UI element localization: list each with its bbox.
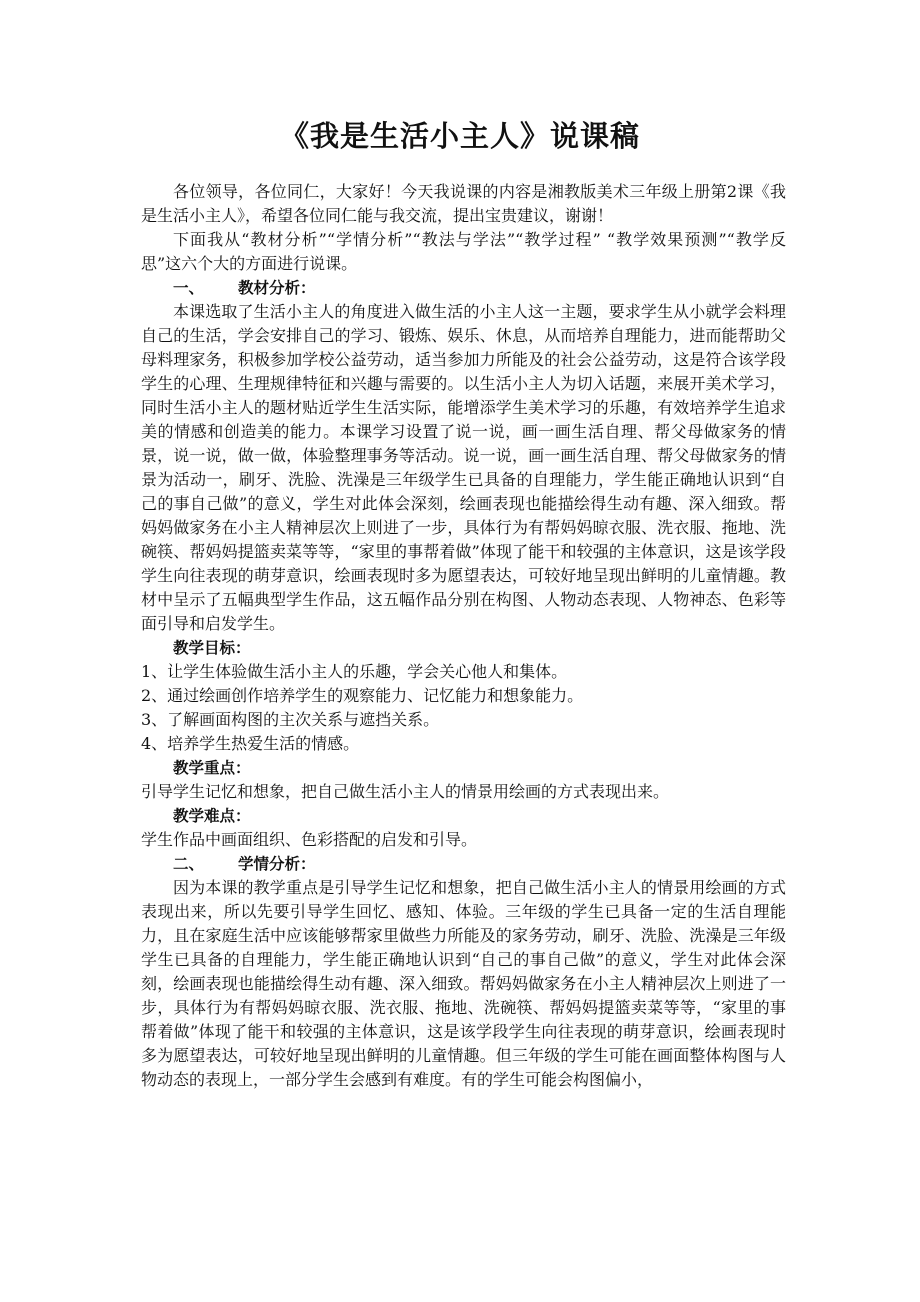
key-point-text: 引导学生记忆和想象，把自己做生活小主人的情景用绘画的方式表现出来。 <box>141 782 670 801</box>
document-title: 《我是生活小主人》说课稿 <box>279 119 640 153</box>
goal-item: 2、通过绘画创作培养学生的观察能力、记忆能力和想象能力。 <box>141 686 584 705</box>
section-heading-textbook-analysis <box>141 276 786 300</box>
section-heading-student-analysis <box>141 852 786 876</box>
section-label: 学情分析： <box>238 855 316 873</box>
key-point-heading: 教学重点： <box>173 759 251 777</box>
goal-item: 3、了解画面构图的主次关系与遮挡关系。 <box>141 710 440 729</box>
section-number: 一、 <box>173 279 205 297</box>
section-label: 教材分析： <box>238 279 316 297</box>
difficulty-heading: 教学难点： <box>173 807 251 825</box>
textbook-analysis-paragraph: 本课选取了生活小主人的角度进入做生活的小主人这一主题，要求学生从小就学会料理自己的生活，学会安排自己的学习、锻炼、娱乐、休息，从而培养自理能力，进而能帮助父母料理家务，积极参加学校公益劳动，适当参加力所能及的社会公益劳动，这是符合该学段学生的心理、生理规律特征和兴趣与需要的。以生活小主人为切入话题，来展开美术学习，同时生活小主人的题材贴近学生生活实际，能增添学生美术学习的乐趣，有效培养学生追求美的情感和创造美的能力。本课学习设置了说一说，画一画生活自理、帮父母做家务的情景，说一说，做一做，体验整理事务等活动。说一说，画一画生活自理、帮父母做家务的情景为活动一，刷牙、洗脸、洗澡是三年级学生已具备的自理能力，学生能正确地认识到“自己的事自己做”的意义，学生对此体会深刻，绘画表现也能描绘得生动有趣、深入细致。帮妈妈做家务在小主人精神层次上则进了一步，具体行为有帮妈妈晾衣服、洗衣服、拖地、洗碗筷、帮妈妈提篮卖菜等等，“家里的事帮着做”体现了能干和较强的主体意识，这是该学段学生向往表现的萌芽意识，绘画表现时多为愿望表达，可较好地呈现出鲜明的儿童情趣。教材中呈示了五幅典型学生作品，这五幅作品分别在构图、人物动态表现、人物神态、色彩等面引导和启发学生。 <box>141 302 786 633</box>
intro-paragraph-2: 下面我从“教材分析”“学情分析”“教法与学法”“教学过程” “教学效果预测”“教学反思”这六个大的方面进行说课。 <box>141 230 786 273</box>
goal-item: 4、培养学生热爱生活的情感。 <box>141 734 360 753</box>
difficulty-text: 学生作品中画面组织、色彩搭配的启发和引导。 <box>141 830 478 849</box>
teaching-goals-heading: 教学目标： <box>173 639 251 657</box>
intro-paragraph-1: 各位领导，各位同仁，大家好！今天我说课的内容是湘教版美术三年级上册第2课《我是生活小主人》，希望各位同仁能与我交流，提出宝贵建议，谢谢！ <box>141 182 786 225</box>
section-number: 二、 <box>173 855 205 873</box>
student-analysis-paragraph: 因为本课的教学重点是引导学生记忆和想象，把自己做生活小主人的情景用绘画的方式表现出来，所以先要引导学生回忆、感知、体验。三年级的学生已具备一定的生活自理能力，且在家庭生活中应该能够帮家里做些力所能及的家务劳动，刷牙、洗脸、洗澡是三年级学生已具备的自理能力，学生能正确地认识到“自己的事自己做”的意义，学生对此体会深刻，绘画表现也能描绘得生动有趣、深入细致。帮妈妈做家务在小主人精神层次上则进了一步，具体行为有帮妈妈晾衣服、洗衣服、拖地、洗碗筷、帮妈妈提篮卖菜等等，“家里的事帮着做”体现了能干和较强的主体意识，这是该学段学生向往表现的萌芽意识，绘画表现时多为愿望表达，可较好地呈现出鲜明的儿童情趣。但三年级的学生可能在画面整体构图与人物动态的表现上，一部分学生会感到有难度。有的学生可能会构图偏小， <box>141 878 786 1089</box>
goal-item: 1、让学生体验做生活小主人的乐趣，学会关心他人和集体。 <box>141 662 568 681</box>
document-body <box>141 180 786 1092</box>
